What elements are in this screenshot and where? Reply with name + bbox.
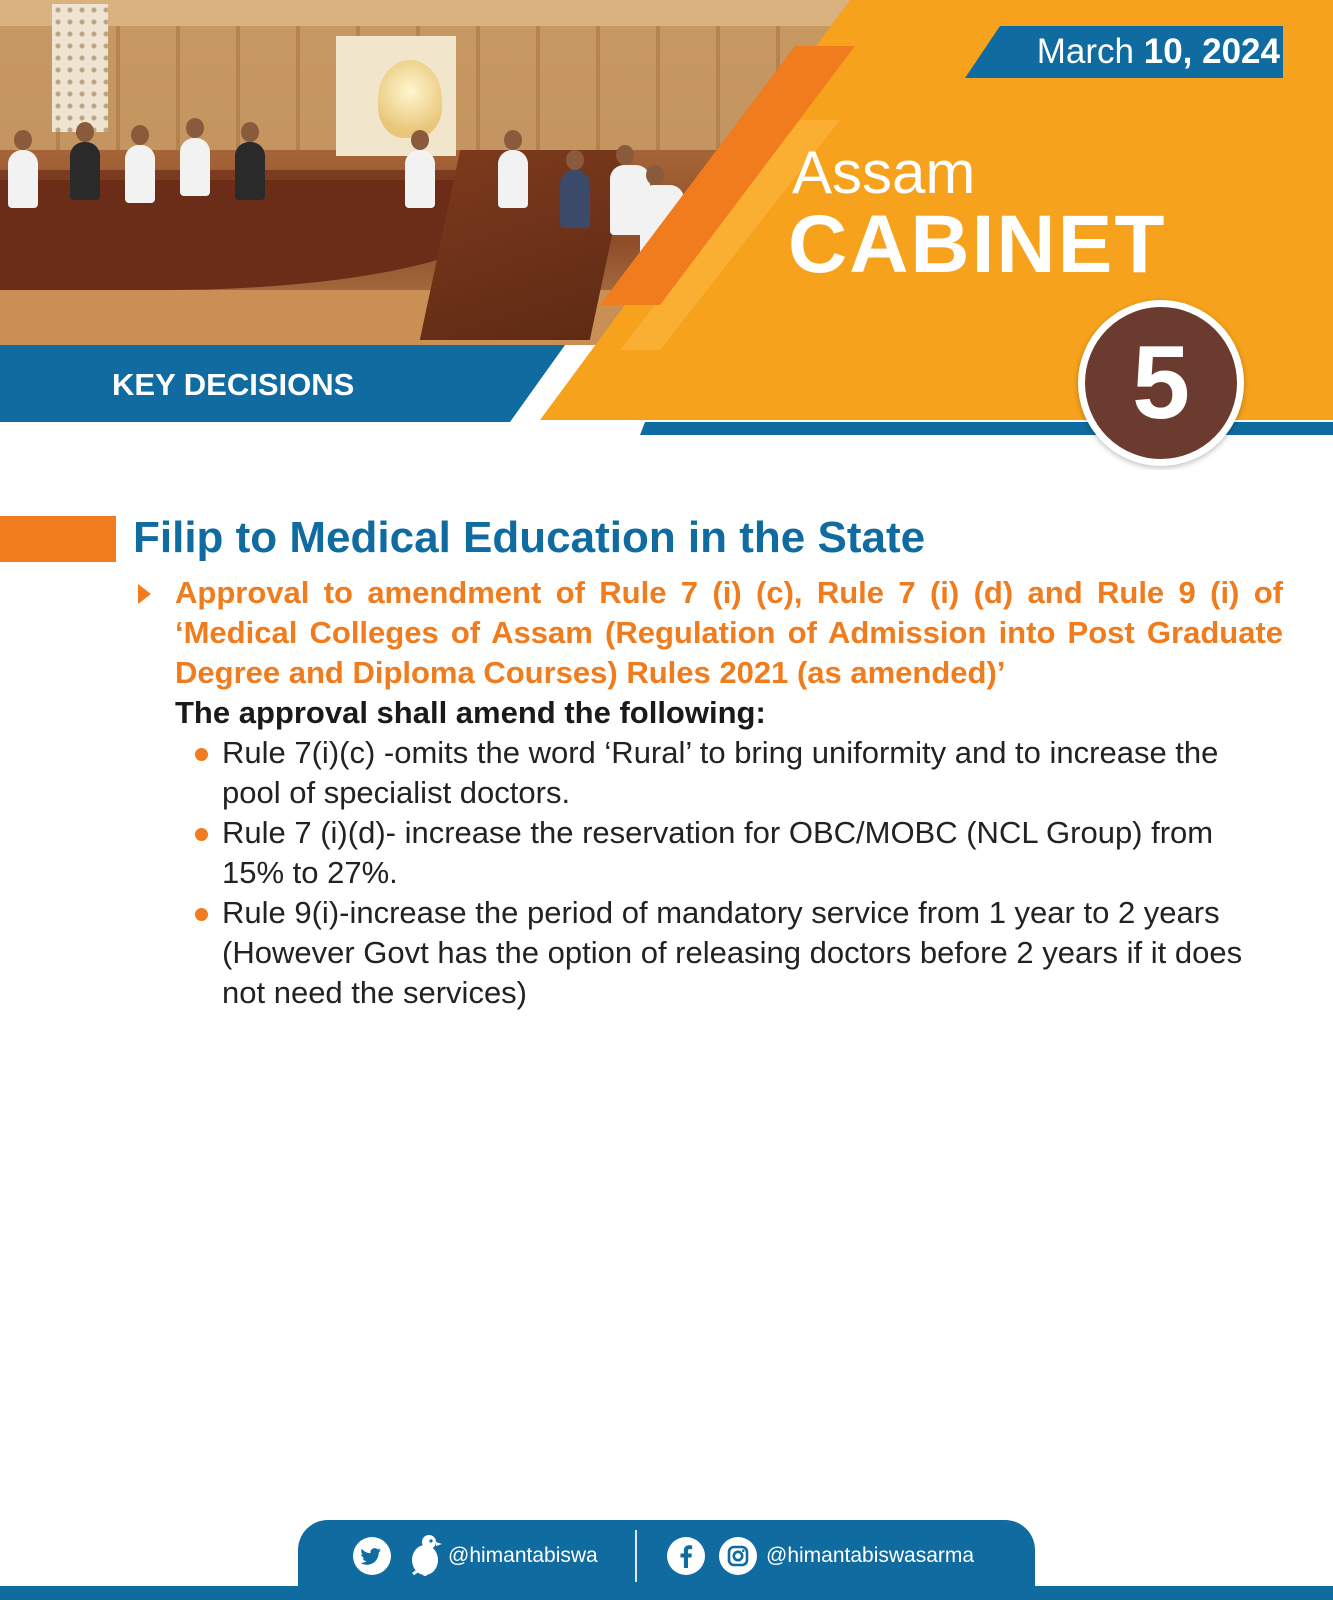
approval-line-1: Approval to amendment of Rule 7 (i) (c), Rule 7 (i) (d) and Rule 9 (i) of (175, 575, 1283, 610)
approval-text (175, 573, 1283, 693)
list-item-text: Rule 9(i)-increase the period of mandatory service from 1 year to 2 years (However Govt has the option of releasing doctors before 2 years if it does not need the services) (222, 895, 1243, 1010)
header (0, 0, 1333, 470)
footer-divider (635, 1530, 637, 1582)
decision-number-badge (1078, 300, 1244, 466)
photo-person (560, 170, 590, 228)
photo-person (405, 150, 435, 208)
bullet-dot-icon (195, 748, 208, 761)
photo-person (235, 142, 265, 200)
triangle-arrow-icon (138, 584, 151, 604)
bullet-dot-icon (195, 828, 208, 841)
list-item-text: Rule 7(i)(c) -omits the word ‘Rural’ to bring uniformity and to increase the pool of specialist doctors. (222, 735, 1219, 810)
list-item-text: Rule 7 (i)(d)- increase the reservation for OBC/MOBC (NCL Group) from 15% to 27%. (222, 815, 1214, 890)
list-item (195, 813, 1275, 893)
photo-person (125, 145, 155, 203)
twitter-icon[interactable] (353, 1537, 391, 1575)
list-item (195, 893, 1275, 1013)
key-decisions-label: KEY DECISIONS (112, 367, 355, 402)
decision-number: 5 (1132, 325, 1190, 441)
photo-person (498, 150, 528, 208)
handle-right[interactable]: @himantabiswasarma (766, 1544, 975, 1567)
photo-ceiling (0, 0, 850, 26)
approval-line-2: ‘Medical Colleges of Assam (Regulation of Admission into Post Graduate Degree and Diploma Courses) Rules 2021 (as amended)’ (175, 615, 1283, 690)
date-month: March (1036, 32, 1135, 71)
amendment-intro: The approval shall amend the following: (175, 695, 766, 730)
facebook-icon[interactable] (667, 1537, 705, 1575)
photo-decorative-panel (52, 4, 108, 132)
date-label (1000, 29, 1280, 75)
date-day-year: 10, 2024 (1143, 32, 1280, 71)
list-item (195, 733, 1275, 813)
handle-left[interactable]: @himantabiswa (448, 1544, 598, 1567)
photo-person (70, 142, 100, 200)
photo-lamp (378, 60, 442, 138)
section-title: Filip to Medical Education in the State (133, 513, 926, 562)
photo-person (180, 138, 210, 196)
photo-person (8, 150, 38, 208)
title-assam: Assam (792, 139, 976, 206)
title-cabinet: CABINET (788, 199, 1167, 290)
amendment-list (195, 733, 1275, 1013)
koo-icon[interactable] (403, 1530, 443, 1580)
bullet-dot-icon (195, 908, 208, 921)
section-accent-bar (0, 516, 116, 562)
instagram-icon[interactable] (719, 1537, 757, 1575)
